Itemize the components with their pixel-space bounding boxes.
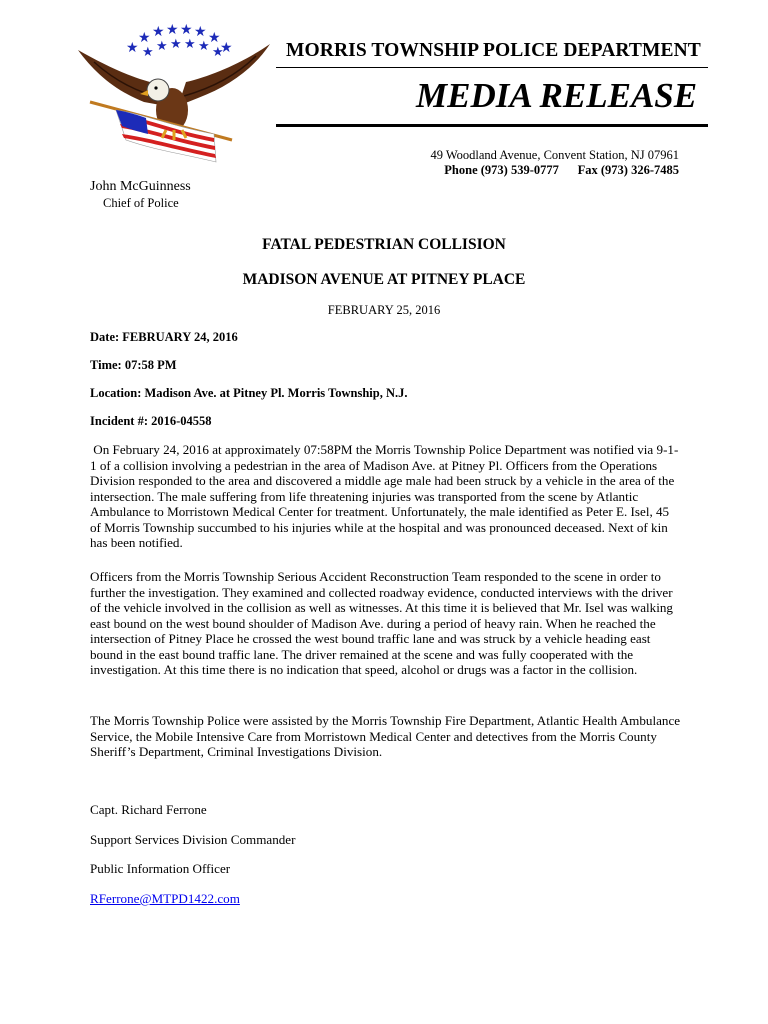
svg-text:★: ★ [126,40,139,56]
incident-time: Time: 07:58 PM [90,358,177,372]
svg-text:★: ★ [184,37,196,52]
phone-fax: Phone (973) 539-0777 Fax (973) 326-7485 [444,163,679,177]
eagle-flag-emblem-icon [74,22,274,172]
headline-title: FATAL PEDESTRIAN COLLISION [262,236,506,253]
body-paragraph-1: On February 24, 2016 at approximately 07:58PM the Morris Township Police Department was notified via 9-1-1 of a collision involving a pedestrian in the area of Madison Ave. at Pitney Pl. Officers from the Operations Division responded to the area and discovered a middle age male had been struck by a vehicle in the area of the intersection. The male suffering from life threatening injuries was transported from the scene by Atlantic Ambulance to Morristown Medical Center for treatment. Unfortunately, the male identified as Peter E. Isel, 45 of Morris Township succumbed to his injuries while at the hospital and was pronounced deceased. Next of kin has been notified. [90,442,679,550]
svg-text:★: ★ [220,40,233,56]
svg-text:★: ★ [170,37,182,52]
header-divider-thick [276,124,708,127]
svg-text:★: ★ [138,30,151,46]
svg-text:★: ★ [198,39,210,54]
department-name: MORRIS TOWNSHIP POLICE DEPARTMENT [286,40,701,61]
svg-text:★: ★ [156,39,168,54]
signatory-email-link[interactable]: RFerrone@MTPD1422.com [90,891,240,906]
svg-text:★: ★ [142,45,154,60]
svg-text:★: ★ [166,22,179,38]
incident-number: Incident #: 2016-04558 [90,414,212,428]
signatory-name: Capt. Richard Ferrone [90,802,207,817]
svg-text:★: ★ [194,24,207,40]
media-release-title: MEDIA RELEASE [416,76,698,115]
stars-arc-icon [126,22,233,60]
svg-text:★: ★ [212,45,224,60]
svg-text:★: ★ [180,22,193,38]
signatory-role-commander: Support Services Division Commander [90,832,296,847]
svg-text:★: ★ [208,30,221,46]
incident-location: Location: Madison Ave. at Pitney Pl. Morris Township, N.J. [90,386,408,400]
signatory-role-pio: Public Information Officer [90,861,231,876]
header-divider-thin [276,67,708,68]
incident-date: Date: FEBRUARY 24, 2016 [90,330,238,344]
release-date: FEBRUARY 25, 2016 [327,303,441,317]
contact-block [430,148,679,178]
svg-text:★: ★ [152,24,165,40]
body-paragraph-3: The Morris Township Police were assisted by the Morris Township Fire Department, Atlantic Health Ambulance Service, the Mobile Intensive Care from Morristown Medical Center and detectives from the Morris County Sheriff’s Department, Criminal Investigations Division. [90,713,681,759]
body-paragraph-2: Officers from the Morris Township Serious Accident Reconstruction Team responded to the scene in order to further the investigation. They examined and collected roadway evidence, conducted interviews with the driver of the vehicle involved in the collision as well as witnesses. At this time it is believed that Mr. Isel was walking east bound on the west bound shoulder of Madison Ave. during a period of heavy rain. When he reached the intersection of Pitney Place he crossed the west bound traffic lane and was struck by a vehicle heading east bound in the east bound traffic lane. The driver remained at the scene and was fully cooperated with the investigation. At this time there is no indication that speed, alcohol or drugs was a factor in the collision. [90,569,673,677]
chief-name: John McGuinness [90,179,191,194]
headline-location: MADISON AVENUE AT PITNEY PLACE [242,271,526,288]
chief-title: Chief of Police [103,196,179,210]
department-address: 49 Woodland Avenue, Convent Station, NJ 07961 [430,148,679,162]
